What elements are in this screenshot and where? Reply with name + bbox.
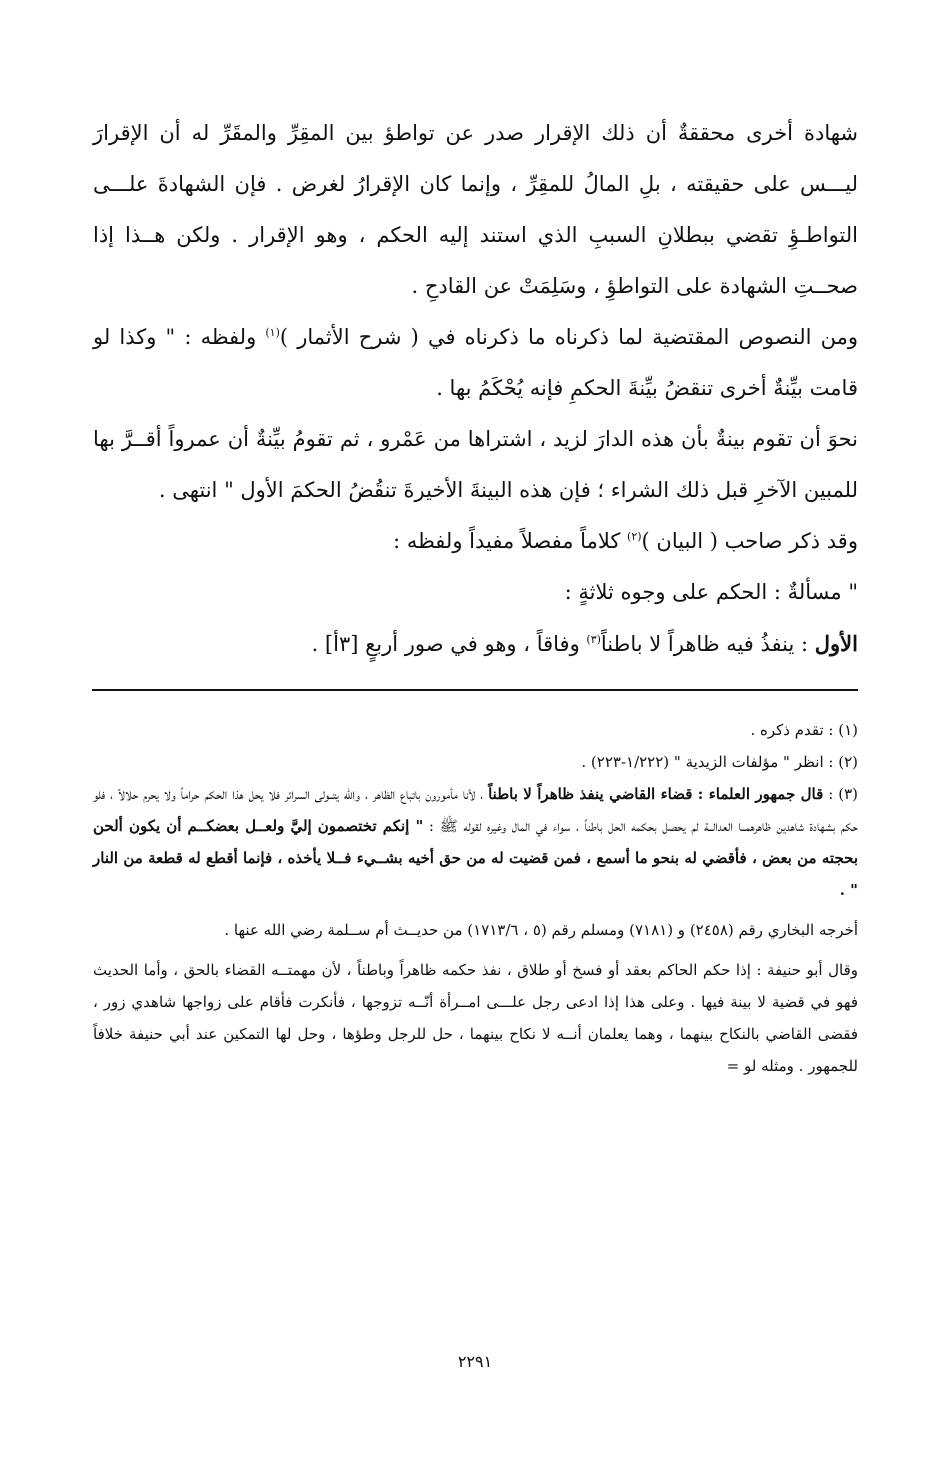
footnote-3-hanafi: وقال أبو حنيفة : إذا حكم الحاكم بعقد أو فسخ أو طلاق ، نفذ حكمه ظاهراً وباطناً ، لأن مهمتــه القضاء بالحق ، وأما الحديث فهو في قضية لا بينة فيها . وعلى هذا إذا ادعى رجل علـــى امــرأة أنّــه تزوجها ، فأنكرت فأقام على زواجها شاهدي زور ، فقضى القاضي بالنكاح بينهما ، وهما يعلمان أنــه لا نكاح بينهما ، حل للرجل وطؤها ، وحل لها التمكين عند أبي حنيفة خلافاً للجمهور . ومثله لو = bbox=[93, 961, 858, 1075]
footnote-1: (١) : تقدم ذكره . bbox=[750, 721, 858, 739]
paragraph-6 bbox=[93, 618, 858, 670]
footnote-divider bbox=[92, 689, 858, 691]
footnote-ref-2: (٢) bbox=[627, 530, 642, 543]
paragraph-2-text-b: ولفظه : " وكذا لو قامت بيِّنةٌ أخرى تنقضُ بيِّنةَ الحكمِ فإنه يُحْكَمُ بها . bbox=[93, 325, 858, 400]
paragraph-2 bbox=[93, 312, 858, 414]
footnote-3-citation: أخرجه البخاري رقم (٢٤٥٨) و (٧١٨١) ومسلم رقم (٥ ، ١٧١٣/٦) من حديــث أم ســلمة رضي الله عنها . bbox=[224, 921, 858, 939]
footnotes bbox=[93, 714, 858, 1082]
paragraph-4 bbox=[93, 516, 858, 567]
paragraph-5: " مسألةٌ : الحكم على وجوه ثلاثةٍ : bbox=[564, 580, 858, 604]
footnote-ref-1: (١) bbox=[265, 326, 280, 339]
paragraph-4-text-b: كلاماً مفصلاً مفيداً ولفظه : bbox=[393, 529, 628, 553]
paragraph-2-text-a: ومن النصوص المقتضية لما ذكرناه ما ذكرناه في ( شرح الأثمار ) bbox=[279, 325, 858, 349]
paragraph-6-text-a: : ينفذُ فيه ظاهراً لا باطناً bbox=[600, 632, 815, 656]
paragraph-6-lead: الأول bbox=[814, 631, 858, 656]
paragraph-6-text-b: وفاقاً ، وهو في صور أربعٍ [٣أ] . bbox=[311, 632, 587, 656]
footnote-3 bbox=[93, 778, 858, 906]
footnote-3-hadith: " إنكم تختصمون إليَّ ولعــل بعضكــم أن يكون ألحن بحجته من بعض ، فأقضي له بنحو ما أسمع ، فمن قضيت له من حق أخيه بشــيء فــلا يأخذه ، فإنما أقطع له قطعة من النار " . bbox=[93, 817, 858, 899]
page-number: ٢٢٩١ bbox=[457, 1352, 493, 1371]
footnote-3-marker: (٣) : bbox=[823, 785, 859, 803]
paragraph-4-text-a: وقد ذكر صاحب ( البيان ) bbox=[641, 529, 858, 553]
footnote-3-heading: قال جمهور العلماء : قضاء القاضي ينفذ ظاهراً لا باطناً bbox=[488, 785, 824, 803]
footnote-3-text: ، لأنا مأمورون باتباع الظاهر ، والله يتــولى السرائر فلا يحل هذا الحكم حراماً ولا يحرم حلالاً ، فلو حكم بشهادة شاهدين ظاهرهمــا العدالــة لم يحصل بحكمه الحل باطناً ، سواء في المال وغيره لقوله ﷺ : bbox=[93, 785, 858, 835]
footnote-2: (٢) : انظر " مؤلفات الزيدية " (١/٢٢٢-٢٢٣) . bbox=[581, 753, 858, 771]
paragraph-3: نحوَ أن تقوم بينةٌ بأن هذه الدارَ لزيد ، اشتراها من عَمْرو ، ثم تقومُ بيِّنةٌ أن عمرواً أقــرَّ بها للمبين الآخرِ قبل ذلك الشراء ؛ فإن هذه البينةَ الأخيرةَ تنقُضُ الحكمَ الأول " انتهى . bbox=[93, 427, 858, 502]
paragraph-1: شهادة أخرى محققةٌ أن ذلك الإقرار صدر عن تواطؤ بين المقِرِّ والمقَرِّ له أن الإقرارَ ليـــس على حقيقته ، بلِ المالُ للمقِرِّ ، وإنما كان الإقرارُ لغرض . فإن الشهادةَ علـــى التواطـؤِ تقضي ببطلانِ السببِ الذي استند إليه الحكم ، وهو الإقرار . ولكن هــذا إذا صحــتِ الشهادة على التواطؤِ ، وسَلِمَتْ عن القادحِ . bbox=[93, 121, 858, 298]
footnote-ref-3: (٣) bbox=[586, 633, 601, 646]
main-text bbox=[93, 108, 858, 670]
